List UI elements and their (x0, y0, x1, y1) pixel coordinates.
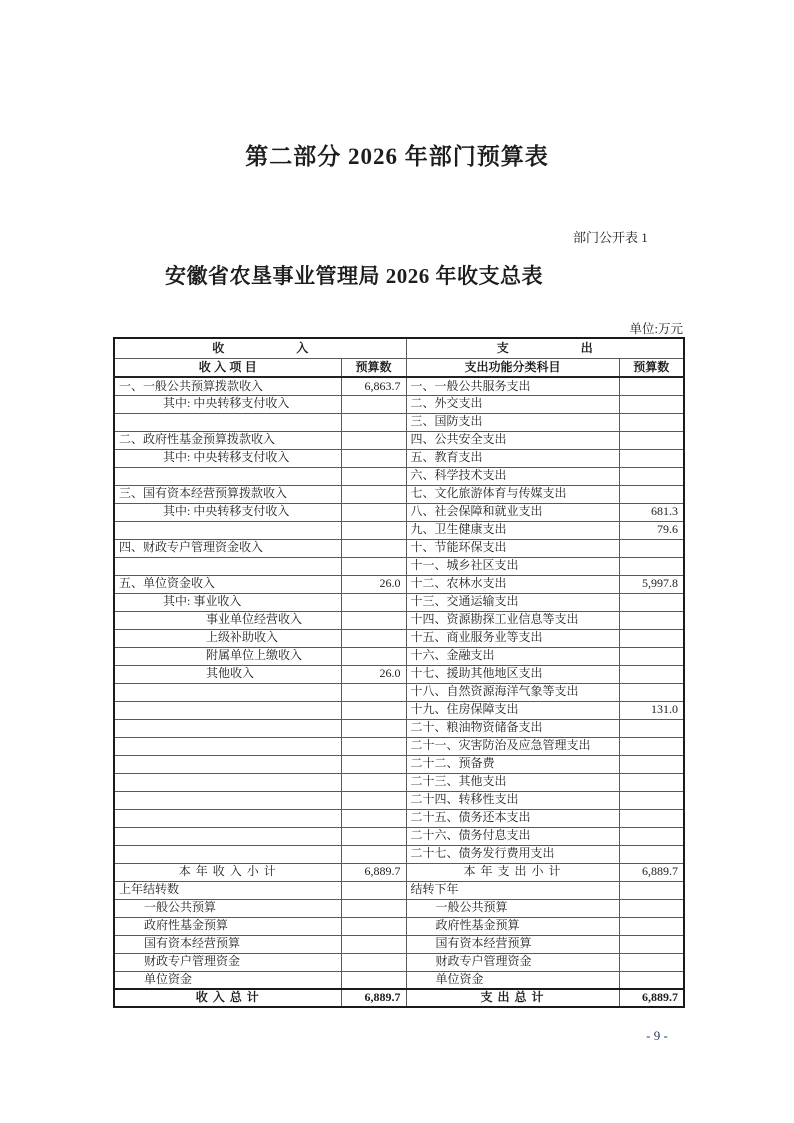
income-amount (341, 521, 406, 539)
expense-amount (619, 485, 684, 503)
expense-item-label: 十三、交通运输支出 (406, 593, 619, 611)
expense-amount (619, 665, 684, 683)
expense-item-label: 六、科学技术支出 (406, 467, 619, 485)
income-item-label (114, 755, 341, 773)
table-row (114, 791, 684, 809)
expense-amount (619, 971, 684, 989)
income-item-label: 其中: 中央转移支付收入 (114, 395, 341, 413)
expense-amount (619, 557, 684, 575)
expense-item-label: 十二、农林水支出 (406, 575, 619, 593)
income-amount (341, 701, 406, 719)
income-amount (341, 917, 406, 935)
expense-item-label: 三、国防支出 (406, 413, 619, 431)
income-item-label: 上年结转数 (114, 881, 341, 899)
income-amount (341, 827, 406, 845)
budget-table-body (114, 377, 684, 1007)
expense-item-label: 二十七、债务发行费用支出 (406, 845, 619, 863)
income-amount (341, 539, 406, 557)
income-budget-column-header: 预算数 (341, 358, 406, 377)
income-item-label: 四、财政专户管理资金收入 (114, 539, 341, 557)
expense-amount (619, 881, 684, 899)
budget-table (113, 337, 685, 1008)
table-header-group-row (114, 338, 684, 358)
income-amount (341, 449, 406, 467)
income-amount (341, 809, 406, 827)
income-item-label: 一、一般公共预算拨款收入 (114, 377, 341, 395)
income-item-label: 上级补助收入 (114, 629, 341, 647)
income-amount (341, 845, 406, 863)
expense-amount (619, 683, 684, 701)
income-amount (341, 935, 406, 953)
table-row (114, 935, 684, 953)
table-row (114, 503, 684, 521)
expense-amount: 131.0 (619, 701, 684, 719)
expense-item-label: 二、外交支出 (406, 395, 619, 413)
expense-amount (619, 917, 684, 935)
table-row (114, 377, 684, 395)
income-item-label (114, 719, 341, 737)
expense-item-label: 政府性基金预算 (406, 917, 619, 935)
income-amount (341, 899, 406, 917)
expense-item-label: 十五、商业服务业等支出 (406, 629, 619, 647)
expense-items-column-header: 支出功能分类科目 (406, 358, 619, 377)
expense-amount (619, 593, 684, 611)
income-item-label: 其中: 事业收入 (114, 593, 341, 611)
expense-amount (619, 935, 684, 953)
expense-amount: 5,997.8 (619, 575, 684, 593)
expense-amount (619, 755, 684, 773)
expense-amount (619, 395, 684, 413)
table-row (114, 557, 684, 575)
expense-item-label: 十四、资源勘探工业信息等支出 (406, 611, 619, 629)
unit-label: 单位:万元 (629, 322, 683, 336)
table-row (114, 647, 684, 665)
expense-amount: 6,889.7 (619, 989, 684, 1007)
table-row (114, 683, 684, 701)
table-row (114, 395, 684, 413)
income-item-label: 国有资本经营预算 (114, 935, 341, 953)
expense-item-label: 八、社会保障和就业支出 (406, 503, 619, 521)
expense-item-label: 二十五、债务还本支出 (406, 809, 619, 827)
income-item-label: 其中: 中央转移支付收入 (114, 449, 341, 467)
expense-item-label: 九、卫生健康支出 (406, 521, 619, 539)
expense-amount (619, 629, 684, 647)
expense-amount (619, 845, 684, 863)
table-header-column-row (114, 358, 684, 377)
expense-amount (619, 737, 684, 755)
table-row (114, 917, 684, 935)
income-item-label (114, 809, 341, 827)
expense-section-header: 支 出 (406, 338, 684, 358)
income-amount (341, 953, 406, 971)
expense-amount: 79.6 (619, 521, 684, 539)
income-item-label: 政府性基金预算 (114, 917, 341, 935)
expense-item-label: 一般公共预算 (406, 899, 619, 917)
income-amount (341, 647, 406, 665)
expense-item-label: 二十六、债务付息支出 (406, 827, 619, 845)
expense-item-label: 一、一般公共服务支出 (406, 377, 619, 395)
income-item-label: 收 入 总 计 (114, 989, 341, 1007)
expense-item-label: 二十、粮油物资储备支出 (406, 719, 619, 737)
table-row (114, 989, 684, 1007)
expense-amount (619, 827, 684, 845)
table-row (114, 845, 684, 863)
income-amount (341, 593, 406, 611)
expense-item-label: 四、公共安全支出 (406, 431, 619, 449)
expense-item-label: 十一、城乡社区支出 (406, 557, 619, 575)
income-amount (341, 413, 406, 431)
expense-budget-column-header: 预算数 (619, 358, 684, 377)
income-item-label (114, 791, 341, 809)
section-title: 第二部分 2026 年部门预算表 (245, 144, 549, 169)
expense-item-label: 国有资本经营预算 (406, 935, 619, 953)
table-row (114, 755, 684, 773)
expense-amount (619, 539, 684, 557)
expense-item-label: 二十四、转移性支出 (406, 791, 619, 809)
income-amount (341, 485, 406, 503)
income-item-label (114, 467, 341, 485)
income-amount (341, 683, 406, 701)
income-item-label: 本 年 收 入 小 计 (114, 863, 341, 881)
expense-amount (619, 467, 684, 485)
table-row (114, 881, 684, 899)
income-amount (341, 971, 406, 989)
income-item-label: 事业单位经营收入 (114, 611, 341, 629)
income-amount (341, 791, 406, 809)
table-row (114, 629, 684, 647)
expense-amount (619, 899, 684, 917)
expense-item-label: 十七、援助其他地区支出 (406, 665, 619, 683)
table-row (114, 953, 684, 971)
income-item-label (114, 413, 341, 431)
table-row (114, 701, 684, 719)
expense-amount (619, 449, 684, 467)
expense-item-label: 财政专户管理资金 (406, 953, 619, 971)
table-row (114, 539, 684, 557)
table-row (114, 431, 684, 449)
income-item-label (114, 845, 341, 863)
income-item-label (114, 773, 341, 791)
table-row (114, 665, 684, 683)
income-item-label: 其他收入 (114, 665, 341, 683)
table-row (114, 593, 684, 611)
expense-item-label: 二十一、灾害防治及应急管理支出 (406, 737, 619, 755)
expense-item-label: 结转下年 (406, 881, 619, 899)
expense-item-label: 十六、金融支出 (406, 647, 619, 665)
income-item-label: 一般公共预算 (114, 899, 341, 917)
income-amount: 6,889.7 (341, 989, 406, 1007)
table-row (114, 521, 684, 539)
expense-item-label: 二十三、其他支出 (406, 773, 619, 791)
table-row (114, 863, 684, 881)
income-item-label: 五、单位资金收入 (114, 575, 341, 593)
page-number: - 9 - (646, 1028, 668, 1043)
table-row (114, 737, 684, 755)
table-row (114, 485, 684, 503)
table-row (114, 449, 684, 467)
income-amount (341, 431, 406, 449)
income-items-column-header: 收 入 项 目 (114, 358, 341, 377)
table-row (114, 809, 684, 827)
expense-amount (619, 953, 684, 971)
table-row (114, 827, 684, 845)
income-amount (341, 395, 406, 413)
expense-amount (619, 647, 684, 665)
income-amount (341, 629, 406, 647)
income-item-label (114, 521, 341, 539)
income-amount (341, 611, 406, 629)
table-row (114, 467, 684, 485)
income-amount: 26.0 (341, 665, 406, 683)
income-amount (341, 557, 406, 575)
table-row (114, 899, 684, 917)
expense-item-label: 支 出 总 计 (406, 989, 619, 1007)
income-amount: 6,863.7 (341, 377, 406, 395)
income-amount (341, 503, 406, 521)
income-item-label: 三、国有资本经营预算拨款收入 (114, 485, 341, 503)
income-item-label: 二、政府性基金预算拨款收入 (114, 431, 341, 449)
income-amount (341, 755, 406, 773)
expense-amount (619, 611, 684, 629)
table-row (114, 413, 684, 431)
income-amount (341, 719, 406, 737)
expense-amount: 681.3 (619, 503, 684, 521)
income-section-header: 收 入 (114, 338, 406, 358)
expense-amount (619, 719, 684, 737)
income-amount (341, 737, 406, 755)
income-amount: 26.0 (341, 575, 406, 593)
expense-item-label: 本 年 支 出 小 计 (406, 863, 619, 881)
income-item-label: 其中: 中央转移支付收入 (114, 503, 341, 521)
expense-item-label: 七、文化旅游体育与传媒支出 (406, 485, 619, 503)
expense-amount: 6,889.7 (619, 863, 684, 881)
expense-item-label: 十九、住房保障支出 (406, 701, 619, 719)
table-title: 安徽省农垦事业管理局 2026 年收支总表 (165, 264, 543, 288)
expense-amount (619, 791, 684, 809)
expense-amount (619, 809, 684, 827)
income-amount (341, 467, 406, 485)
table-row (114, 575, 684, 593)
income-item-label (114, 683, 341, 701)
expense-amount (619, 377, 684, 395)
expense-item-label: 五、教育支出 (406, 449, 619, 467)
income-amount (341, 773, 406, 791)
income-item-label: 财政专户管理资金 (114, 953, 341, 971)
table-row (114, 611, 684, 629)
expense-amount (619, 413, 684, 431)
income-amount: 6,889.7 (341, 863, 406, 881)
expense-item-label: 二十二、预备费 (406, 755, 619, 773)
expense-amount (619, 773, 684, 791)
expense-item-label: 十八、自然资源海洋气象等支出 (406, 683, 619, 701)
table-row (114, 971, 684, 989)
table-row (114, 719, 684, 737)
income-item-label (114, 701, 341, 719)
income-amount (341, 881, 406, 899)
table-row (114, 773, 684, 791)
income-item-label: 附属单位上缴收入 (114, 647, 341, 665)
income-item-label (114, 827, 341, 845)
table-note: 部门公开表 1 (573, 230, 648, 245)
expense-item-label: 十、节能环保支出 (406, 539, 619, 557)
income-item-label: 单位资金 (114, 971, 341, 989)
income-item-label (114, 737, 341, 755)
income-item-label (114, 557, 341, 575)
expense-item-label: 单位资金 (406, 971, 619, 989)
expense-amount (619, 431, 684, 449)
